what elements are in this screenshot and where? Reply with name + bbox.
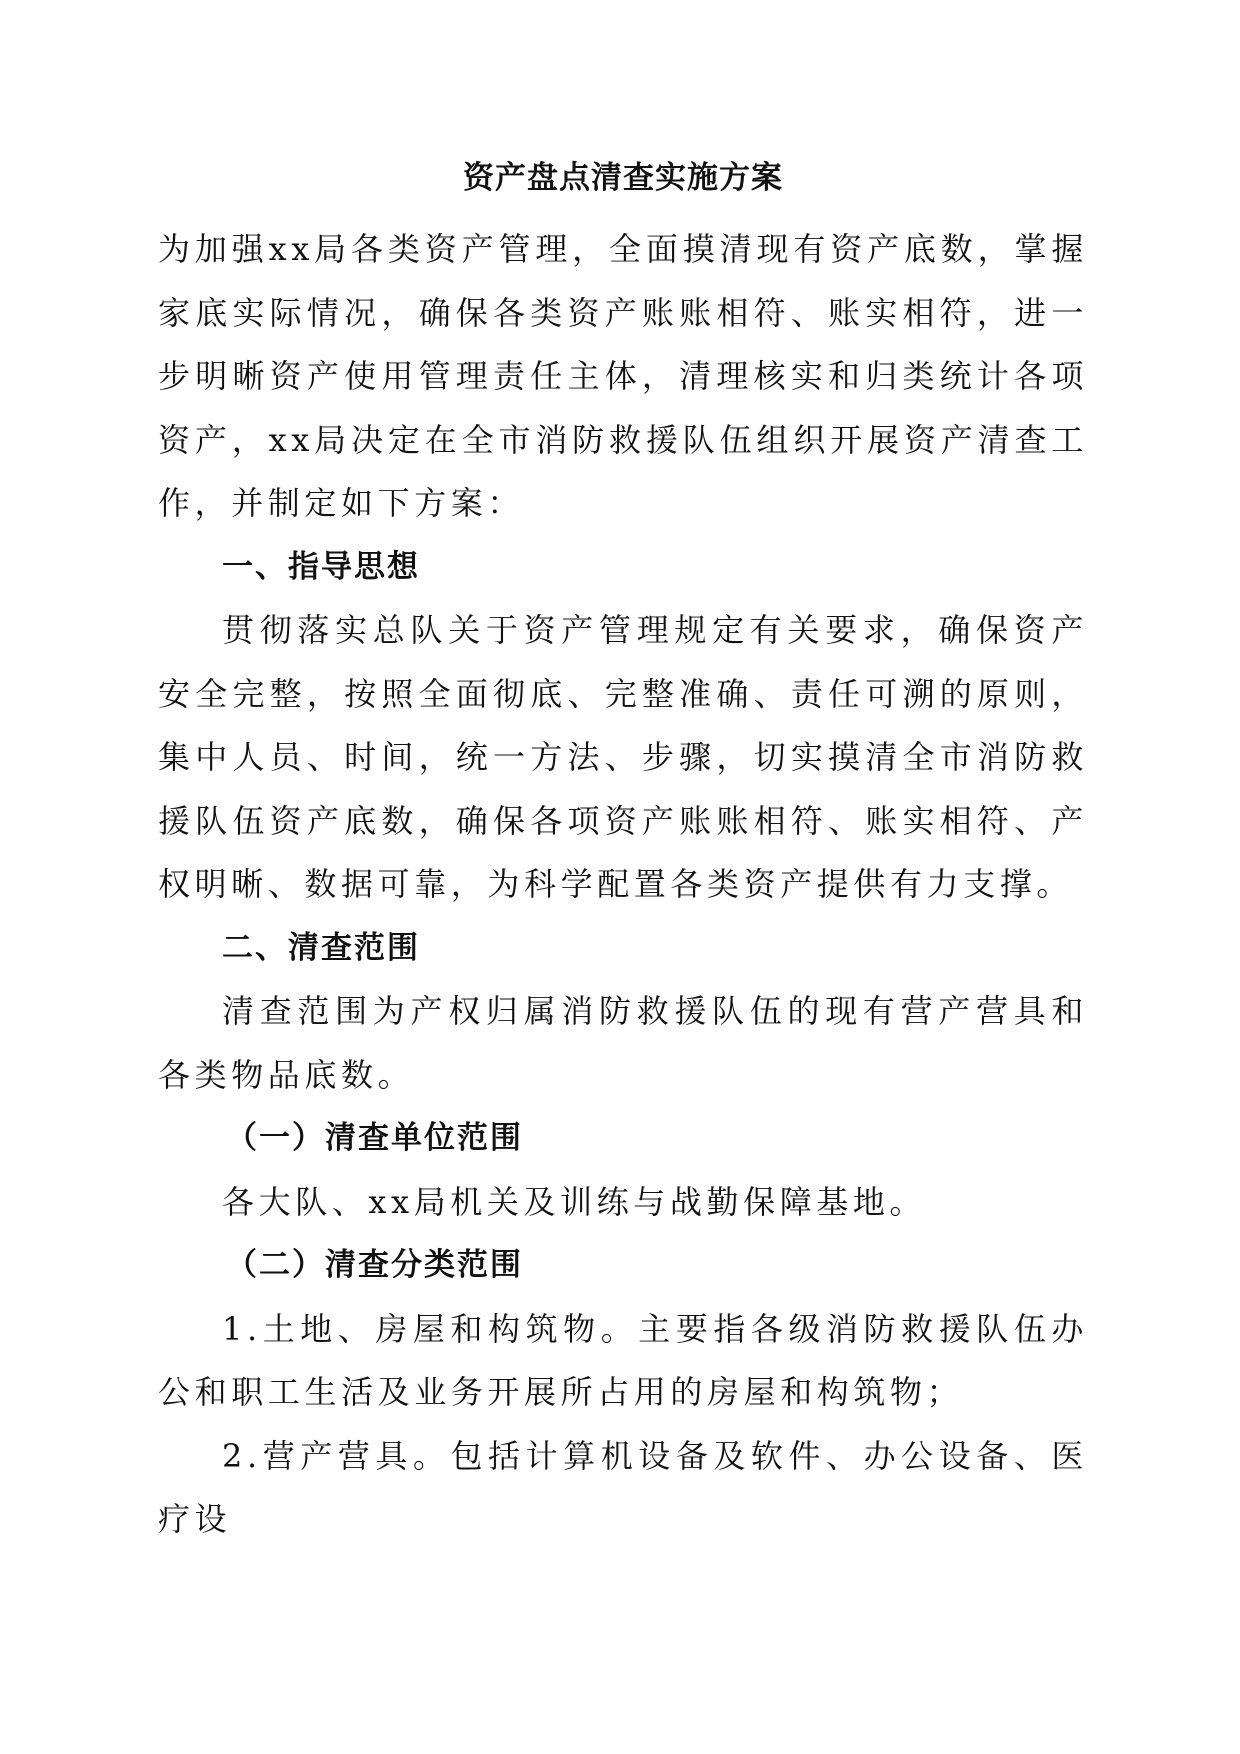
subsection-heading-unit-scope: （一）清查单位范围 (226, 1120, 523, 1156)
list-item-land-buildings: 1.土地、房屋和构筑物。主要指各级消防救援队伍办公和职工生活及业务开展所占用的房屋和构筑物； (158, 1309, 1088, 1411)
document-body (158, 160, 1088, 1552)
section-heading-guiding-ideology: 一、指导思想 (222, 548, 420, 585)
subsection-heading-category-scope: （二）清查分类范围 (226, 1247, 523, 1283)
section-paragraph-inventory-scope: 清查范围为产权归属消防救援队伍的现有营产营具和各类物品底数。 (158, 992, 1088, 1094)
intro-paragraph: 为加强xx局各类资产管理，全面摸清现有资产底数，掌握家底实际情况，确保各类资产账账相符、账实相符，进一步明晰资产使用管理责任主体，清理核实和归类统计各项资产，xx局决定在全市消防救援队伍组织开展资产清查工作，并制定如下方案： (158, 230, 1088, 522)
subsection-paragraph-unit-scope: 各大队、xx局机关及训练与战勤保障基地。 (222, 1182, 927, 1221)
list-item-barracks-equipment: 2.营产营具。包括计算机设备及软件、办公设备、医疗设 (158, 1436, 1088, 1538)
section-heading-inventory-scope: 二、清查范围 (222, 929, 420, 966)
document-title: 资产盘点清查实施方案 (463, 160, 783, 196)
section-paragraph-guiding-ideology: 贯彻落实总队关于资产管理规定有关要求，确保资产安全完整，按照全面彻底、完整准确、责任可溯的原则，集中人员、时间，统一方法、步骤，切实摸清全市消防救援队伍资产底数，确保各项资产账账相符、账实相符、产权明晰、数据可靠，为科学配置各类资产提供有力支撑。 (158, 611, 1088, 903)
